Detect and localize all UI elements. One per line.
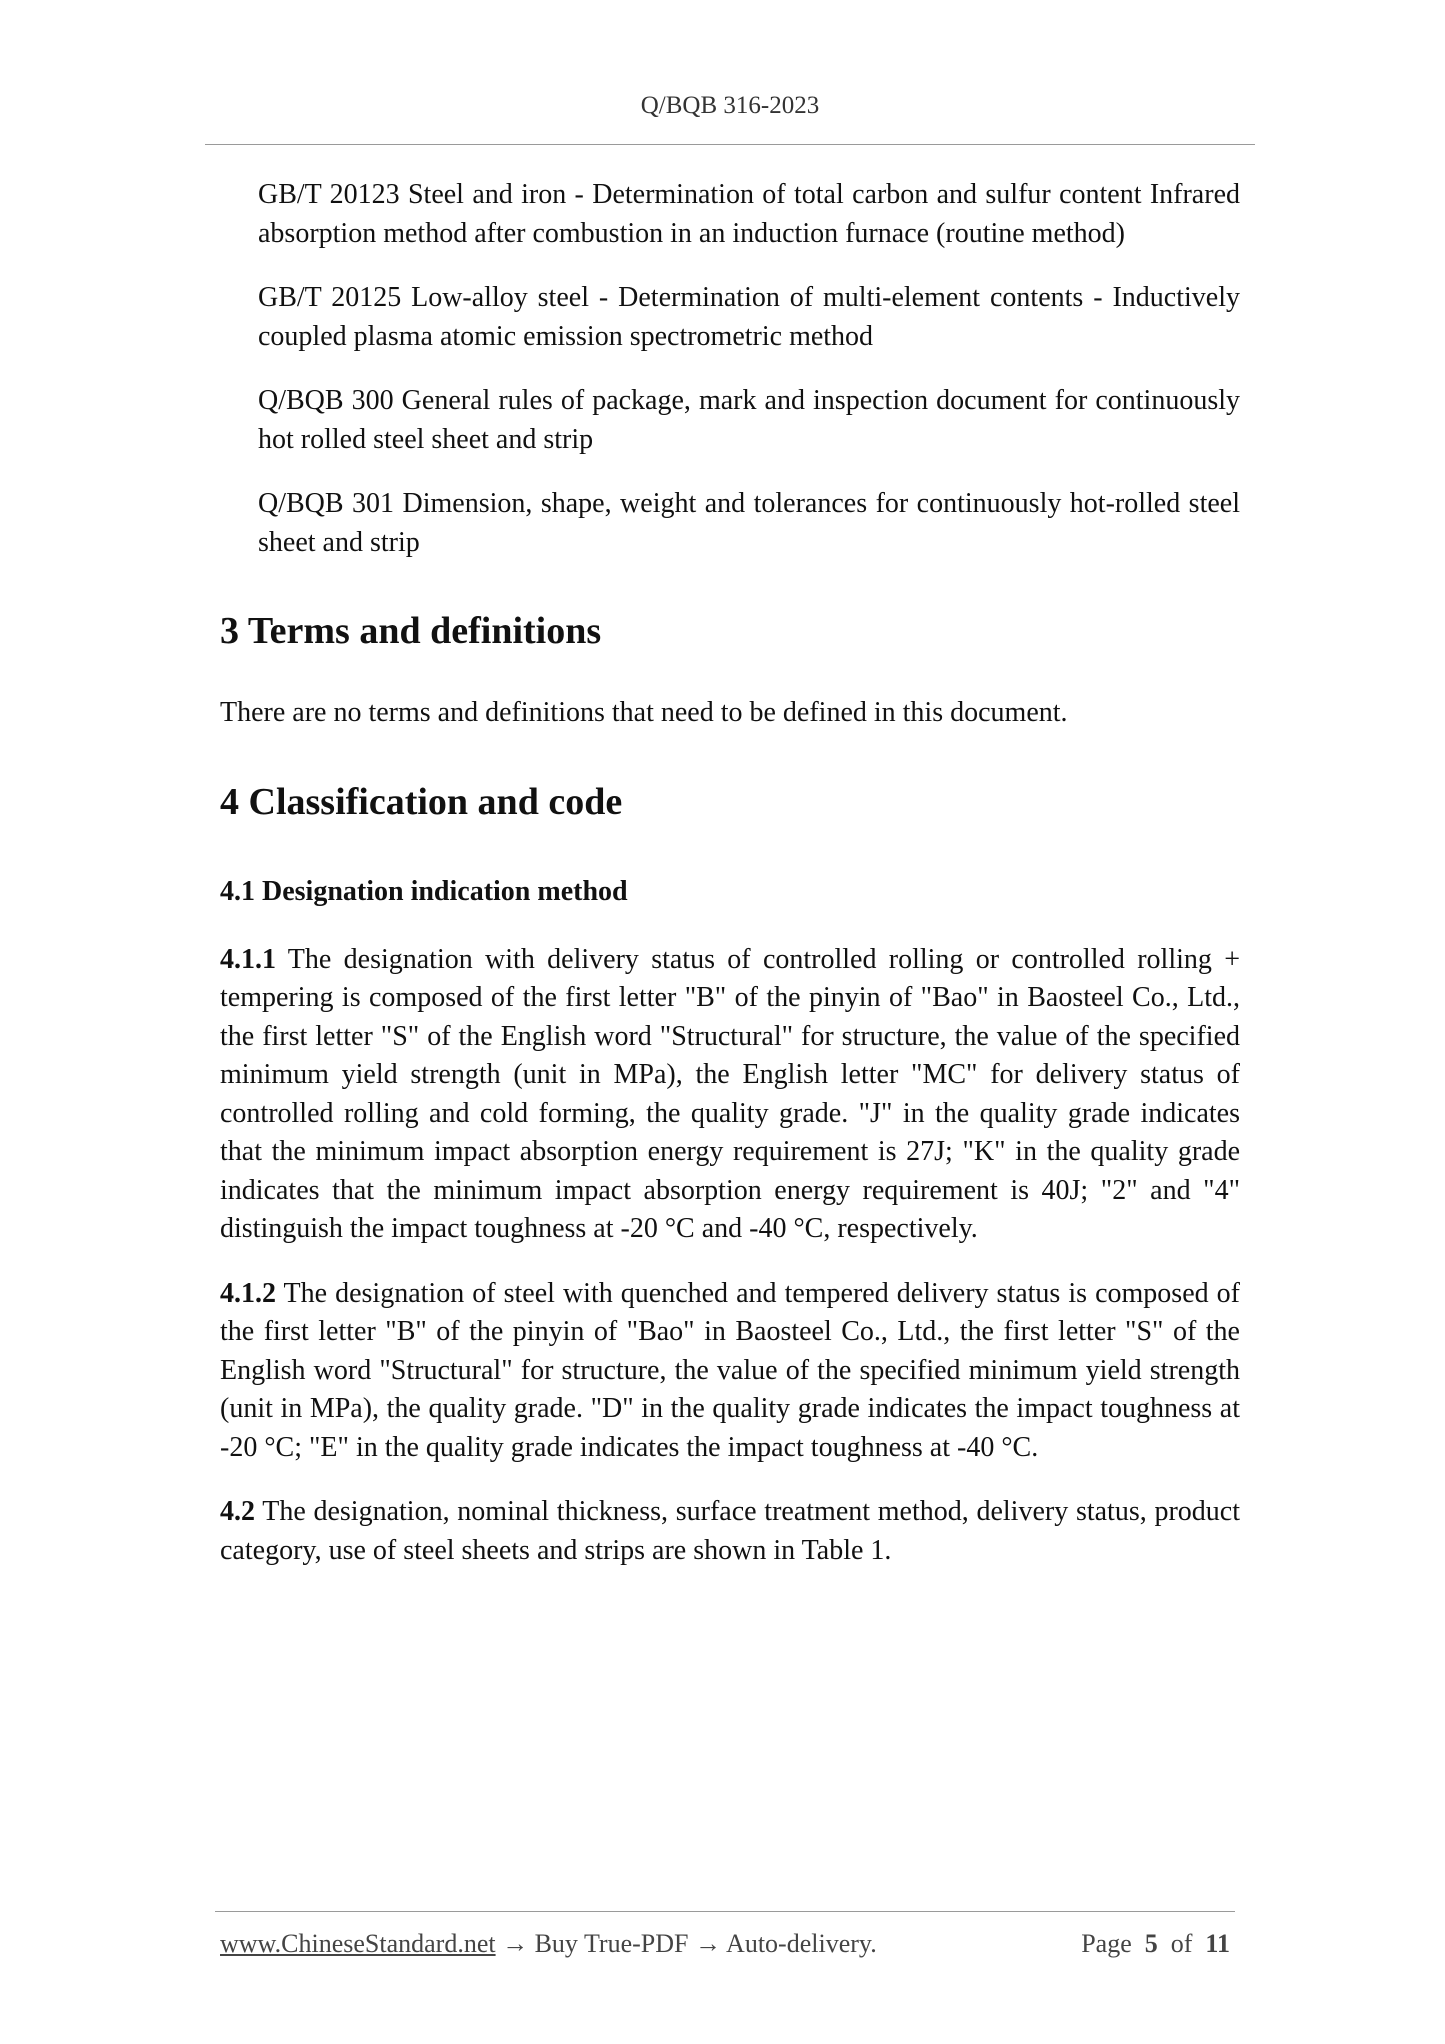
clause-4-1-2: [220, 1275, 1240, 1468]
reference-qbqb-300: Q/BQB 300 General rules of package, mark and inspection document for continuously hot rolled steel sheet and strip: [258, 385, 1240, 455]
clause-4-1-2-text: The designation of steel with quenched and tempered delivery status is composed of the first letter "B" of the pinyin of "Bao" in Baosteel Co., Ltd., the first letter "S" of the English word "Structural" for structure, the value of the specified minimum yield strength (unit in MPa), the quality grade. "D" in the quality grade indicates the impact toughness at -20 °C; "E" in the quality grade indicates the impact toughness at -40 °C.: [220, 1277, 1240, 1463]
of-word: of: [1170, 1929, 1193, 1958]
clause-4-1-1-text: The designation with delivery status of controlled rolling or controlled rolling + tempering is composed of the first letter "B" of the pinyin of "Bao" in Baosteel Co., Ltd., the first letter "S" of the English word "Structural" for structure, the value of the specified minimum yield strength (unit in MPa), the English letter "MC" for delivery status of controlled rolling and cold forming, the quality grade. "J" in the quality grade indicates that the minimum impact absorption energy requirement is 27J; "K" in the quality grade indicates that the minimum impact absorption energy requirement is 40J; "2" and "4" distinguish the impact toughness at -20 °C and -40 °C, respectively.: [220, 943, 1240, 1244]
page-footer: [220, 1929, 1230, 1965]
clause-4-1-1: [220, 941, 1240, 1249]
document-body: [220, 176, 1240, 1596]
page-indicator: [1081, 1929, 1230, 1959]
total-pages-number: 11: [1205, 1929, 1230, 1958]
reference-gbt-20123: GB/T 20123 Steel and iron - Determination of total carbon and sulfur content Infrared absorption method after combustion in an induction furnace (routine method): [258, 179, 1240, 249]
page-word: Page: [1081, 1929, 1132, 1958]
page-header-doc-code: Q/BQB 316-2023: [640, 92, 820, 119]
clause-4-2-number: 4.2: [220, 1496, 255, 1527]
section-3-heading: 3 Terms and definitions: [220, 610, 602, 652]
section-4-1-heading: 4.1 Designation indication method: [220, 875, 628, 907]
clause-4-1-2-number: 4.1.2: [220, 1277, 276, 1309]
current-page-number: 5: [1144, 1929, 1158, 1958]
footer-promo-text: → Buy True-PDF → Auto-delivery.: [495, 1929, 877, 1958]
header-divider: [205, 144, 1255, 145]
clause-4-2: [220, 1493, 1240, 1570]
section-3-text: There are no terms and definitions that need to be defined in this document.: [220, 697, 1068, 728]
clause-4-2-text: The designation, nominal thickness, surface treatment method, delivery status, product category, use of steel sheets and strips are shown in Table 1.: [220, 1496, 1240, 1566]
footer-promo: [220, 1929, 877, 1959]
clause-4-1-1-number: 4.1.1: [220, 943, 276, 975]
reference-qbqb-301: Q/BQB 301 Dimension, shape, weight and tolerances for continuously hot-rolled steel sheet and strip: [258, 488, 1240, 558]
section-4-heading: 4 Classification and code: [220, 780, 623, 823]
reference-gbt-20125: GB/T 20125 Low-alloy steel - Determination of multi-element contents - Inductively coupled plasma atomic emission spectrometric method: [258, 282, 1240, 352]
footer-divider: [215, 1911, 1235, 1912]
chinesestandard-link[interactable]: www.ChineseStandard.net: [220, 1929, 496, 1958]
